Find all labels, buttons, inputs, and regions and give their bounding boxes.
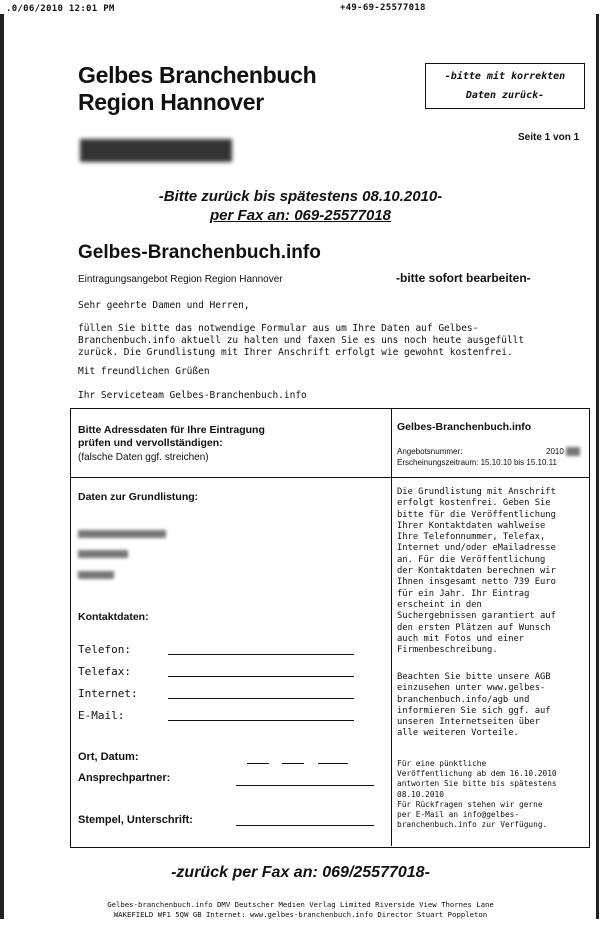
p3-line: 08.10.2010 <box>397 789 444 799</box>
redacted-offer-number <box>566 447 580 456</box>
p2-line: unseren Internetseiten über <box>397 717 540 728</box>
internet-label: Internet: <box>78 687 138 700</box>
telefax-label: Telefax: <box>78 665 131 678</box>
offer-number-value: 2010 <box>546 447 564 456</box>
letter-p1-line2: Branchenbuch.info aktuell zu halten und faxen Sie es uns noch heute ausgefüllt <box>78 335 525 346</box>
right-paragraph-3 <box>397 759 586 830</box>
p3-line: Veröffentlichung ab dem 16.10.2010 <box>397 769 557 779</box>
redacted-address-line3 <box>78 571 114 579</box>
p3-line: antworten Sie bitte bis spätestens <box>397 779 557 789</box>
form-header-line3: (falsche Daten ggf. streichen) <box>78 452 209 463</box>
letter-p1-line3: zurück. Die Grundlistung mit Ihrer Anschrift erfolgt wie gewohnt kostenfrei. <box>78 347 513 358</box>
p1-line: Internet und/oder eMailadresse <box>397 543 556 554</box>
redacted-company-name <box>80 139 232 162</box>
p2-line: branchenbuch.info/agb und <box>397 694 530 705</box>
p1-line: erfolgt kostenfrei. Geben Sie <box>397 498 551 509</box>
process-note: -bitte sofort bearbeiten- <box>396 271 531 285</box>
letter-closing: Mit freundlichen Grüßen <box>78 366 210 377</box>
email-field[interactable] <box>168 720 354 721</box>
fax-number: +49-69-25577018 <box>340 3 426 13</box>
p1-line: an. Für die Veröffentlichung <box>397 554 546 565</box>
ansprechpartner-label: Ansprechpartner: <box>78 772 171 784</box>
p1-line: Ihrer Kontaktdaten wahlweise <box>397 520 546 531</box>
p2-line: alle weiteren Vorteile. <box>397 728 519 739</box>
return-fax: per Fax an: 069-25577018 <box>210 207 391 224</box>
p2-line: Beachten Sie bitte unsere AGB <box>397 672 551 682</box>
p1-line: Firmenbeschreibung. <box>397 645 498 656</box>
publication-period: Erscheinungszeitraum: 15.10.10 bis 15.10.11 <box>397 458 557 467</box>
right-paragraph-2 <box>397 672 586 740</box>
p1-line: Ihnen insgesamt netto 739 Euro <box>397 577 556 588</box>
letter-signature: Ihr Serviceteam Gelbes-Branchenbuch.info <box>78 390 307 401</box>
scan-edge-left <box>0 14 4 919</box>
return-deadline: -Bitte zurück bis spätestens 08.10.2010- <box>158 188 443 205</box>
p1-line: Suchergebnissen garantiert auf <box>397 611 556 622</box>
p1-line: auch mit Fotos und einer <box>397 633 525 644</box>
p3-line: Für Rückfragen stehen wir gerne <box>397 799 543 809</box>
stamp-line2: Daten zurück- <box>465 90 545 101</box>
redacted-address-line1 <box>78 530 166 538</box>
p2-line: einzusehen unter www.gelbes- <box>397 683 546 694</box>
date-day-field[interactable] <box>247 763 269 764</box>
p1-line: bitte für die Veröffentlichung <box>397 509 556 520</box>
date-month-field[interactable] <box>282 763 304 764</box>
kontaktdaten-label: Kontaktdaten: <box>78 611 149 623</box>
ansprechpartner-field[interactable] <box>236 785 374 786</box>
letter-salutation: Sehr geehrte Damen und Herren, <box>78 300 250 311</box>
title-line2: Region Hannover <box>78 89 264 115</box>
scan-edge-right <box>596 14 599 919</box>
letter-p1-line1: füllen Sie bitte das notwendige Formular aus um Ihre Daten auf Gelbes- <box>78 323 479 334</box>
stempel-label: Stempel, Unterschrift: <box>78 814 193 826</box>
form-divider-horizontal <box>70 477 589 478</box>
telefon-field[interactable] <box>168 654 354 655</box>
form-header-line2: prüfen und vervollständigen: <box>78 437 223 449</box>
p3-line: Für eine pünktliche <box>397 759 487 768</box>
signature-field[interactable] <box>236 825 374 826</box>
telefon-label: Telefon: <box>78 643 131 656</box>
correction-stamp <box>425 63 585 109</box>
stamp-line1: -bitte mit korrekten <box>444 71 566 82</box>
redacted-address-line2 <box>78 550 128 558</box>
right-paragraph-1 <box>397 487 586 656</box>
p1-line: der Kontaktdaten berechnen wir <box>397 566 556 577</box>
fax-back-notice: -zurück per Fax an: 069/25577018- <box>171 864 430 881</box>
footer-line1: Gelbes-branchenbuch.info DMV Deutscher Medien Verlag Limited Riverside View Thornes Lane <box>107 900 494 909</box>
p3-line: per E-Mail an info@gelbes- <box>397 810 520 820</box>
p1-line: den ersten Plätzen auf Wunsch <box>397 622 551 633</box>
form-divider-vertical <box>391 408 392 846</box>
form-header-line1: Bitte Adressdaten für Ihre Eintragung <box>78 424 265 436</box>
telefax-field[interactable] <box>168 676 354 677</box>
title-line1: Gelbes Branchenbuch <box>78 62 317 88</box>
internet-field[interactable] <box>168 698 354 699</box>
p1-line: für ein Jahr. Ihr Eintrag <box>397 588 530 599</box>
offer-line: Eintragungsangebot Region Region Hannover <box>78 274 283 285</box>
p1-line: Ihre Telefonnummer, Telefax, <box>397 532 546 543</box>
form-brand: Gelbes-Branchenbuch.info <box>397 421 532 433</box>
grundlistung-label: Daten zur Grundlistung: <box>78 491 199 503</box>
email-label: E-Mail: <box>78 709 125 722</box>
footer-line2: WAKEFIELD WF1 5QW GB Internet: www.gelbes-branchenbuch.info Director Stuart Poppleton <box>113 910 488 919</box>
p2-line: informieren Sie sich ggf. auf <box>397 705 551 716</box>
page-number: Seite 1 von 1 <box>518 132 580 143</box>
offer-number-label: Angebotsnummer: <box>397 447 463 456</box>
p3-line: branchenbuch.info zur Verfügung. <box>397 820 548 830</box>
p1-line: Die Grundlistung mit Anschrift <box>397 487 556 497</box>
date-year-field[interactable] <box>318 763 348 764</box>
p1-line: erscheint in den <box>397 599 482 610</box>
brand-heading: Gelbes-Branchenbuch.info <box>78 242 321 263</box>
ort-datum-label: Ort, Datum: <box>78 751 139 763</box>
fax-datetime: .0/06/2010 12:01 PM <box>6 4 115 14</box>
